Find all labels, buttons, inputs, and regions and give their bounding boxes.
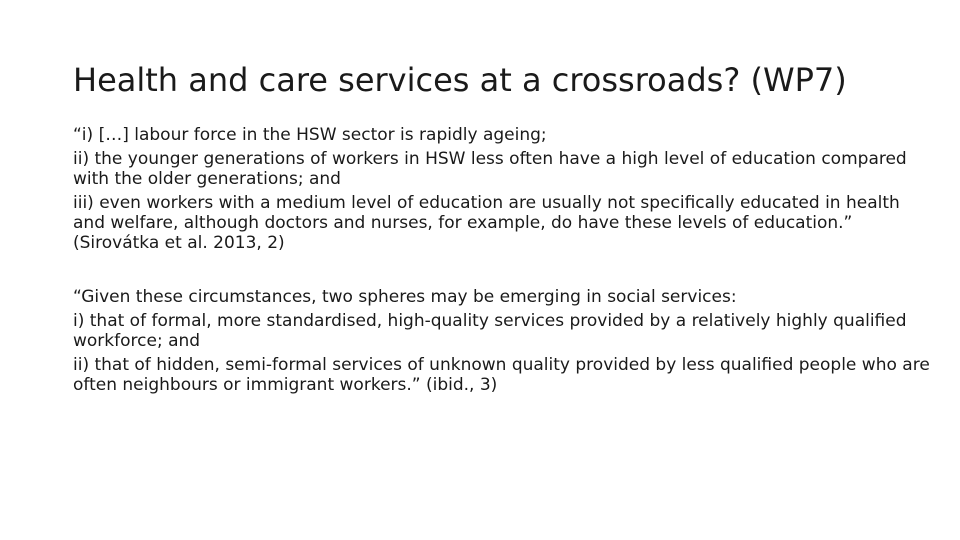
quote1-line-3: iii) even workers with a medium level of education are usually not specifically educated in health and welfare, although doctors and nurses, for example, do have these levels of education.” (Sirovátka et al. 2013, 2)	[73, 193, 900, 253]
quote-block-1	[73, 125, 933, 253]
slide-body	[73, 125, 933, 399]
quote2-line-3: ii) that of hidden, semi-formal services of unknown quality provided by less qualified people who are often neighbours or immigrant workers.” (ibid., 3)	[73, 355, 930, 395]
quote2-line-2: i) that of formal, more standardised, high-quality services provided by a relatively highly qualified workforce; and	[73, 311, 907, 351]
quote2-line-1: “Given these circumstances, two spheres may be emerging in social services:	[73, 287, 737, 307]
slide-title: Health and care services at a crossroads? (WP7)	[73, 61, 847, 99]
quote-block-2	[73, 287, 933, 395]
quote1-line-1: “i) […] labour force in the HSW sector is rapidly ageing;	[73, 125, 547, 145]
quote1-line-2: ii) the younger generations of workers in HSW less often have a high level of education compared with the older generations; and	[73, 149, 907, 189]
paragraph-gap	[73, 257, 933, 287]
